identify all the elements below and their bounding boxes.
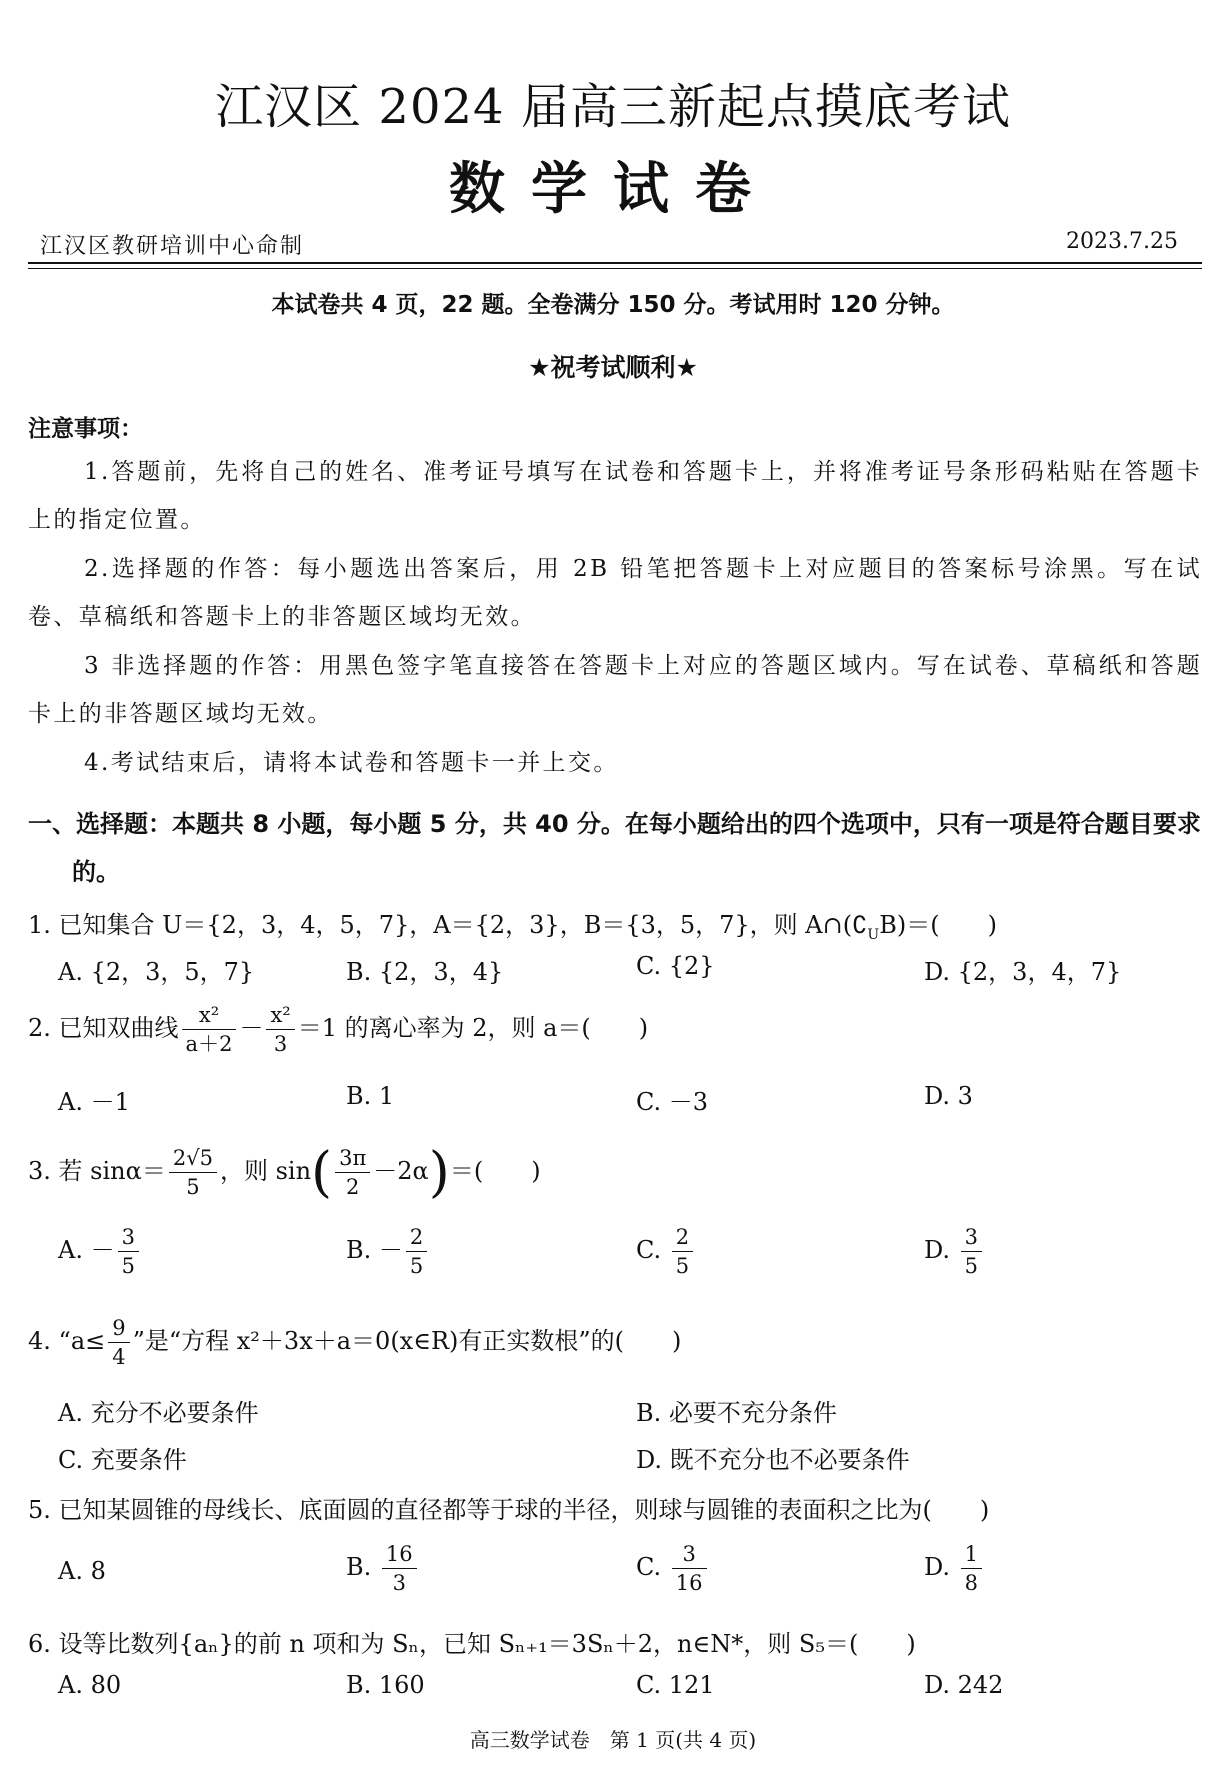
option-fraction [118, 1225, 139, 1278]
question-lead: 若 sinα＝ [58, 1157, 166, 1185]
q2-option-b: B. 1 [346, 1082, 395, 1110]
angle-tail: －2α [373, 1157, 429, 1185]
q4-option-a: A. 充分不必要条件 [58, 1399, 259, 1427]
header-rule-thick [28, 262, 1202, 264]
q3-option-a [58, 1225, 142, 1278]
denominator: 5 [186, 1175, 200, 1199]
numerator: 3 [672, 1542, 707, 1569]
option-label: C. [636, 1236, 669, 1264]
good-luck-banner: ★祝考试顺利★ [528, 353, 698, 382]
question-number: 3. [28, 1157, 51, 1185]
question-4 [28, 1316, 681, 1369]
q6-option-b: B. 160 [346, 1671, 425, 1699]
option-fraction [382, 1542, 417, 1595]
q5-option-b [346, 1542, 420, 1595]
notice-item-3: 3 非选择题的作答：用黑色签字笔直接答在答题卡上对应的答题区域内。写在试卷、草稿纸和答题卡上的非答题区域均无效。 [28, 653, 1202, 727]
question-tail: B)＝( ) [879, 911, 997, 939]
q1-option-d: D. {2，3，4，7} [924, 958, 1122, 986]
denominator: 16 [675, 1571, 703, 1595]
subscript: U [867, 926, 880, 943]
numerator: 3 [961, 1225, 982, 1252]
option-fraction [961, 1225, 982, 1278]
option-fraction [672, 1225, 693, 1278]
page-footer: 高三数学试卷 第 1 页(共 4 页) [469, 1728, 757, 1752]
q6-option-d: D. 242 [924, 1671, 1004, 1699]
denominator: 5 [675, 1254, 690, 1278]
question-number: 5. [28, 1496, 51, 1524]
denominator: 4 [112, 1345, 126, 1369]
q4-option-b: B. 必要不充分条件 [636, 1399, 837, 1427]
question-lead: “a≤ [58, 1327, 106, 1355]
q3-option-c [636, 1225, 696, 1278]
numerator: 3 [118, 1225, 139, 1252]
q6-option-a: A. 80 [58, 1671, 122, 1699]
q2-option-a: A. －1 [58, 1088, 130, 1116]
notice-item-4: 4.考试结束后，请将本试卷和答题卡一并上交。 [84, 750, 619, 776]
option-label: B. [346, 1553, 379, 1581]
question-6 [28, 1624, 916, 1659]
numerator: 2 [406, 1225, 427, 1252]
numerator: 1 [961, 1542, 982, 1569]
option-label: A. － [58, 1236, 115, 1264]
denominator: 8 [964, 1571, 979, 1595]
notice-item-1: 1.答题前，先将自己的姓名、准考证号填写在试卷和答题卡上，并将准考证号条形码粘贴在答题卡上的指定位置。 [28, 459, 1202, 533]
denominator: 5 [121, 1254, 135, 1278]
exam-date: 2023.7.25 [1066, 229, 1178, 254]
numerator: x² [182, 1003, 237, 1030]
header-rule-thin [28, 268, 1202, 269]
q4-option-d: D. 既不充分也不必要条件 [636, 1446, 910, 1474]
left-paren: ( [311, 1140, 333, 1204]
fraction-2 [266, 1003, 294, 1056]
minus-sign: － [239, 1014, 264, 1042]
denominator: 2 [346, 1175, 360, 1199]
question-number: 6. [28, 1630, 51, 1658]
question-text: 设等比数列{aₙ}的前 n 项和为 Sₙ，已知 Sₙ₊₁＝3Sₙ＋2，n∈N*，则 S₅＝( ) [58, 1630, 916, 1658]
question-number: 1. [28, 911, 51, 939]
option-label: B. － [346, 1236, 403, 1264]
q4-option-c: C. 充要条件 [58, 1446, 187, 1474]
question-text: 已知某圆锥的母线长、底面圆的直径都等于球的半径，则球与圆锥的表面积之比为( ) [58, 1496, 990, 1524]
denominator: a＋2 [185, 1032, 233, 1056]
option-fraction [406, 1225, 427, 1278]
question-3 [28, 1140, 541, 1204]
q6-option-c: C. 121 [636, 1671, 715, 1699]
question-2 [28, 1003, 648, 1056]
numerator: 16 [382, 1542, 417, 1569]
q2-option-c: C. －3 [636, 1088, 709, 1116]
numerator: 3π [335, 1146, 370, 1173]
denominator: 3 [392, 1571, 406, 1595]
section-heading: 一、选择题：本题共 8 小题，每小题 5 分，共 40 分。在每小题给出的四个选项中，只有一项是符合题目要求的。 [28, 810, 1201, 886]
option-label: C. [636, 1553, 669, 1581]
q5-option-c [636, 1542, 710, 1595]
question-text: 已知集合 U＝{2，3，4，5，7}，A＝{2，3}，B＝{3，5，7}，则 A∩(∁ [58, 911, 868, 939]
q5-option-d [924, 1542, 985, 1595]
exam-summary: 本试卷共 4 页，22 题。全卷满分 150 分。考试用时 120 分钟。 [271, 292, 955, 318]
q5-option-a: A. 8 [58, 1557, 106, 1585]
numerator: x² [266, 1003, 294, 1030]
right-paren: ) [428, 1140, 450, 1204]
issuer: 江汉区教研培训中心命制 [40, 234, 305, 259]
option-label: D. [924, 1236, 958, 1264]
q3-option-d [924, 1225, 985, 1278]
question-number: 4. [28, 1327, 51, 1355]
subject-title: 数学试卷 [449, 157, 777, 222]
numerator: 2√5 [169, 1146, 217, 1173]
fraction-1 [182, 1003, 237, 1056]
q2-option-d: D. 3 [924, 1082, 973, 1110]
q1-option-a: A. {2，3，5，7} [58, 958, 255, 986]
question-number: 2. [28, 1014, 51, 1042]
question-1 [28, 905, 997, 943]
option-label: D. [924, 1553, 958, 1581]
option-fraction [961, 1542, 982, 1595]
q1-option-b: B. {2，3，4} [346, 958, 504, 986]
notice-heading: 注意事项： [28, 416, 143, 442]
exam-title: 江汉区 2024 届高三新起点摸底考试 [215, 79, 1011, 135]
fraction-bound [108, 1316, 129, 1369]
option-fraction [672, 1542, 707, 1595]
question-lead: 已知双曲线 [58, 1014, 179, 1042]
question-tail: ”是“方程 x²＋3x＋a＝0(x∈R)有正实数根”的( ) [132, 1327, 682, 1355]
numerator: 9 [108, 1316, 129, 1343]
question-mid: ，则 sin [219, 1157, 312, 1185]
question-tail: ＝1 的离心率为 2，则 a＝( ) [297, 1014, 649, 1042]
fraction-angle [335, 1146, 370, 1199]
denominator: 5 [964, 1254, 979, 1278]
question-5 [28, 1490, 989, 1525]
denominator: 3 [273, 1032, 288, 1056]
notice-item-2: 2.选择题的作答：每小题选出答案后，用 2B 铅笔把答题卡上对应题目的答案标号涂黑。写在试卷、草稿纸和答题卡上的非答题区域均无效。 [28, 556, 1202, 630]
q1-option-c: C. {2} [636, 952, 715, 980]
fraction-sin [169, 1146, 217, 1199]
q3-option-b [346, 1225, 430, 1278]
question-tail: ＝( ) [449, 1157, 541, 1185]
denominator: 5 [409, 1254, 424, 1278]
numerator: 2 [672, 1225, 693, 1252]
